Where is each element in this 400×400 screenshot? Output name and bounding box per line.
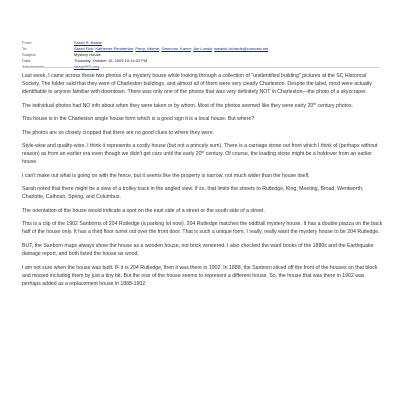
body-paragraph: Last week, I came across these two photos of a mystery house while looking through a collection of "unidentified building" pictures at the SC Historical Society. The folder said that they were of Charleston buildings, and almost all of them were very clearly Charleston. Despite the label, most were actually identifiable to anyone familiar with downtown. There was only one of the photos that was very definitely NOT in Charleston—the photo of a skyscraper. [22,73,372,96]
recipient-link[interactable]: Simmons, Karen [161,46,191,51]
recipient-link[interactable]: Jim Lunski [193,46,212,51]
body-paragraph: The individual photos had NO info about when they were taken or by whom. Most of the photos seemed like they were early 20th century photos. [22,101,353,109]
body-paragraph: BUT, the Sanborn maps always show the house as a wooden house, not brick veneered. I also checked the ward books of the 1880s and the Earthquake damage report, and both listed the house as wood. [22,242,374,258]
recipient-link[interactable]: Sarah Fick [74,46,94,51]
recipient-link[interactable]: wwalsh.richards@comcast.net [214,46,269,51]
body-paragraph: The photos are so closely cropped that there are no good clues to where they were. [22,129,215,136]
recipient-link[interactable]: Katherine Pemberton [95,46,134,51]
date-label: Date: [22,58,32,63]
body-paragraph: Sarah noted that there might be a view of a trolley track in the angled view. If so, that limits the streets to Rutledge, King, Meeting, Broad, Wentworth, Charlotte, Calhoun, Spring, and Columbus. [22,186,364,201]
attachment-link[interactable]: image001.png [74,64,100,69]
body-paragraph: This is a clip of the 1902 Sanborns of 204 Rutledge (a parking lot now). 204 Rutledge matches the oddball mystery house. It has a double piazza on the back half of the house only. It has a third floor turret out over the front door. That is such a unique form, I really, really want the mystery house to be 204 Rutledge. [22,221,383,236]
email-body [22,72,384,293]
from-sender-link[interactable]: Sarah R. Blaine [74,40,103,45]
from-label: From: [22,40,33,45]
body-paragraph: I can't make out what is going on with the fence, but it seems like the property is narrow, not much wider than the house itself. [22,172,310,179]
attachments-label: Attachments: [22,64,46,69]
to-label: To: [22,46,28,51]
subject-label: Subject: [22,52,37,57]
date-value: Thursday, October 15, 2009 10:14:32 PM [74,58,148,63]
email-header [22,40,394,70]
to-recipients: Sarah Fick; Katherine Pemberton; Perry, Valerie; Simmons, Karen; Jim Lunski; wwalsh.richards@comcast.net [74,46,269,51]
body-paragraph: This house is in the Charleston single house form which is a good sign it is a local house. But where? [22,116,255,123]
body-paragraph: I am not sure when the house was built. IF it is 204 Rutledge, then it was there in 1902. In 1888, the Sanborn sliced off the front of the houses on that block and missed including them by just a tiny bit. But the rear of the house seems to represent a different house. So, the house that was there in 1902 was perhaps added as a replacement house in 1888-1902. [22,264,378,287]
header-divider [22,67,380,68]
body-paragraph: Style-wise and quality-wise, I think it represents a costly house (but not a princely sum). There is a carriage stone out front which I think of (perhaps without reason) as from an earlier era even though we didn't get cars until the early 20th century. Of course, the loading stone might be a holdover from an earlier house. [22,143,378,166]
body-paragraph: The orientation of the house would indicate a spot on the east side of a street or the south side of a street. [22,207,265,214]
recipient-link[interactable]: Perry, Valerie [135,46,160,51]
subject-value: Mystery House [74,52,101,57]
